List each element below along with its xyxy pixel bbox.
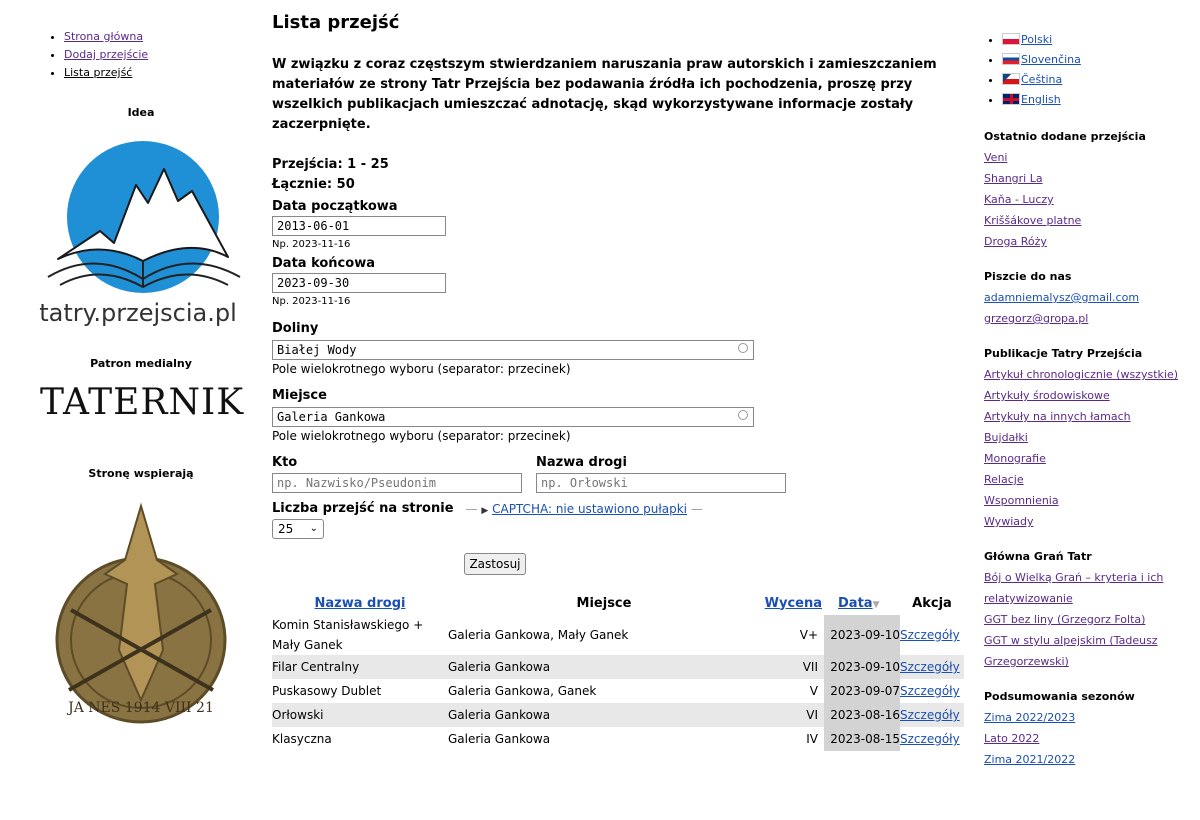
total-text: Łącznie: 50 (272, 177, 355, 192)
table-row (272, 703, 964, 727)
details-link[interactable]: Szczegóły (900, 732, 960, 746)
table-row (272, 679, 964, 703)
logo-text: tatry.przejscia.pl (39, 299, 237, 327)
route-date: 2023-09-10 (824, 655, 900, 679)
end-date-label: Data końcowa (272, 256, 375, 271)
start-date-input[interactable] (272, 216, 446, 236)
route-date: 2023-09-07 (824, 679, 900, 703)
route-name: Filar Centralny (272, 655, 448, 679)
route-grade: V (809, 684, 818, 698)
patron-heading: Patron medialny (90, 357, 192, 370)
list-item[interactable]: Monografie (984, 452, 1046, 465)
valleys-combo[interactable] (272, 339, 754, 360)
list-item[interactable]: GGT w stylu alpejskim (Tadeusz Grzegorzewski) (984, 634, 1158, 668)
language-list (984, 30, 1194, 110)
details-link[interactable]: Szczegóły (900, 628, 960, 642)
site-logo[interactable] (38, 139, 248, 327)
table-row (272, 615, 964, 655)
place-label: Miejsce (272, 388, 327, 403)
uk-flag-icon (1002, 93, 1020, 105)
who-input[interactable] (272, 473, 522, 493)
col-grade[interactable]: Wycena (764, 595, 822, 611)
list-item[interactable]: Wywiady (984, 515, 1034, 528)
recent-list (984, 147, 1194, 252)
copyright-notice: W związku z coraz częstszym stwierdzaniem naruszania praw autorskich i zamieszczaniem materiałów ze strony Tatr Przejścia bez podawania źródła ich pochodzenia, proszę przy wszelkich publikacjach umieszczać adnotację, skąd wykorzystywane informacje zostały zaczerpnięte. (272, 57, 937, 132)
polish-flag-icon (1002, 33, 1020, 45)
route-date: 2023-08-16 (824, 703, 900, 727)
route-name: Puskasowy Dublet (272, 684, 382, 698)
sort-down-icon: ▼ (872, 599, 880, 610)
taternik-logo[interactable]: TATERNIK (40, 382, 245, 423)
lang-english[interactable]: • English (1002, 90, 1194, 110)
left-sidebar (38, 28, 250, 730)
list-item[interactable]: Droga Róży (984, 235, 1047, 248)
mountain-logo-icon (40, 139, 246, 299)
list-item[interactable]: Shangri La (984, 172, 1043, 185)
medal-icon (53, 500, 229, 726)
lang-polish[interactable]: • Polski (1002, 30, 1194, 50)
route-date: 2023-08-15 (824, 727, 900, 751)
place-combo[interactable] (272, 406, 754, 427)
list-item[interactable]: Lato 2022 (984, 732, 1040, 745)
chevron-down-icon: ⌄ (309, 523, 318, 534)
ggt-heading: Główna Grań Tatr (984, 550, 1092, 563)
lang-czech[interactable]: • Čeština (1002, 70, 1194, 90)
list-item[interactable]: Bój o Wielką Grań – kryteria i ich relatywizowanie (984, 571, 1164, 605)
valleys-hint: Pole wielokrotnego wyboru (separator: przecinek) (272, 362, 571, 376)
route-name-label: Nazwa drogi (536, 455, 627, 470)
perpage-select[interactable]: 25 ⌄ (272, 519, 324, 539)
perpage-row (272, 501, 962, 517)
list-item[interactable]: Relacje (984, 473, 1024, 486)
seasons-list (984, 707, 1194, 770)
end-date-hint: Np. 2023-11-16 (272, 296, 351, 307)
valleys-input[interactable] (272, 340, 754, 360)
details-link[interactable]: Szczegóły (900, 708, 960, 722)
list-item[interactable]: Bujdałki (984, 431, 1028, 444)
route-name-input[interactable] (536, 473, 786, 493)
list-item[interactable]: Artykuł chronologicznie (wszystkie) (984, 368, 1178, 381)
route-place: Galeria Gankowa (448, 703, 760, 727)
table-row (272, 727, 964, 751)
filter-form (272, 199, 962, 575)
list-item[interactable]: GGT bez liny (Grzegorz Folta) (984, 613, 1146, 626)
support-heading: Stronę wspierają (88, 467, 194, 480)
page-title: Lista przejść (272, 12, 400, 33)
nav-item-list[interactable]: • Lista przejść (64, 64, 250, 82)
route-place: Galeria Gankowa, Ganek (448, 684, 597, 698)
list-item[interactable]: Zima 2022/2023 (984, 711, 1076, 724)
czech-flag-icon (1002, 73, 1020, 85)
table-row (272, 655, 964, 679)
publications-heading: Publikacje Tatry Przejścia (984, 347, 1143, 360)
captcha-box: — ▶ CAPTCHA: nie ustawiono pułapki — (465, 502, 703, 516)
list-item[interactable]: Artykuły środowiskowe (984, 389, 1110, 402)
contact-list (984, 287, 1194, 329)
valleys-label: Doliny (272, 321, 319, 336)
nav-item-add[interactable]: • Dodaj przejście (64, 46, 250, 64)
main-nav (38, 28, 250, 82)
recent-heading: Ostatnio dodane przejścia (984, 130, 1146, 143)
range-text: Przejścia: 1 - 25 (272, 157, 389, 172)
route-date: 2023-09-10 (824, 615, 900, 655)
route-place: Galeria Gankowa (448, 655, 760, 679)
col-date[interactable]: Data▼ (838, 595, 880, 611)
clear-icon[interactable] (738, 343, 748, 353)
apply-button[interactable]: Zastosuj (464, 553, 526, 575)
route-grade: VI (760, 703, 824, 727)
routes-table (272, 591, 964, 751)
route-name: Orłowski (272, 703, 448, 727)
end-date-input[interactable] (272, 273, 446, 293)
start-date-hint: Np. 2023-11-16 (272, 239, 351, 250)
list-item[interactable]: grzegorz@gropa.pl (984, 312, 1089, 325)
col-action: Akcja (912, 595, 952, 611)
col-route-name[interactable]: Nazwa drogi (314, 595, 406, 611)
route-grade: VII (760, 655, 824, 679)
route-grade: IV (806, 732, 818, 746)
route-name: Klasyczna (272, 732, 332, 746)
who-label: Kto (272, 455, 298, 470)
nav-item-home[interactable]: • Strona główna (64, 28, 250, 46)
route-place: Galeria Gankowa, Mały Ganek (448, 628, 629, 642)
list-item[interactable]: adamniemalysz@gmail.com (984, 291, 1140, 304)
place-input[interactable] (272, 407, 754, 427)
main-content (272, 0, 962, 751)
list-item[interactable]: Wspomnienia (984, 494, 1059, 507)
perpage-label: Liczba przejść na stronie (272, 501, 454, 516)
details-link[interactable]: Szczegóły (900, 660, 960, 674)
captcha-link[interactable]: CAPTCHA: nie ustawiono pułapki (492, 502, 688, 516)
lang-slovak[interactable]: • Slovenčina (1002, 50, 1194, 70)
col-place: Miejsce (576, 595, 632, 611)
who-route-row (272, 455, 962, 493)
list-item[interactable]: Veni (984, 151, 1008, 164)
slovak-flag-icon (1002, 53, 1020, 65)
seasons-heading: Podsumowania sezonów (984, 690, 1135, 703)
jannes-medal[interactable] (38, 500, 244, 730)
clear-icon[interactable] (738, 410, 748, 420)
list-item[interactable]: Kriššákove platne (984, 214, 1082, 227)
list-item[interactable]: Artykuły na innych łamach (984, 410, 1131, 423)
details-link[interactable]: Szczegóły (900, 684, 960, 698)
list-item[interactable]: Kaňa - Luczy (984, 193, 1054, 206)
ggt-list (984, 567, 1194, 672)
route-name: Komin Stanisławskiego + Mały Ganek (272, 618, 424, 652)
contact-heading: Piszcie do nas (984, 270, 1072, 283)
idea-heading: Idea (127, 106, 155, 119)
route-grade: V+ (799, 628, 818, 642)
start-date-label: Data początkowa (272, 199, 398, 214)
medal-text: JA NES 1914 VIII 21 (68, 700, 214, 716)
result-counts (272, 155, 962, 195)
table-header (272, 591, 964, 615)
publications-list (984, 364, 1194, 532)
list-item[interactable]: Zima 2021/2022 (984, 753, 1076, 766)
route-place: Galeria Gankowa (448, 732, 551, 746)
triangle-right-icon[interactable]: ▶ (481, 506, 489, 516)
place-hint: Pole wielokrotnego wyboru (separator: przecinek) (272, 429, 571, 443)
right-sidebar (984, 30, 1194, 770)
